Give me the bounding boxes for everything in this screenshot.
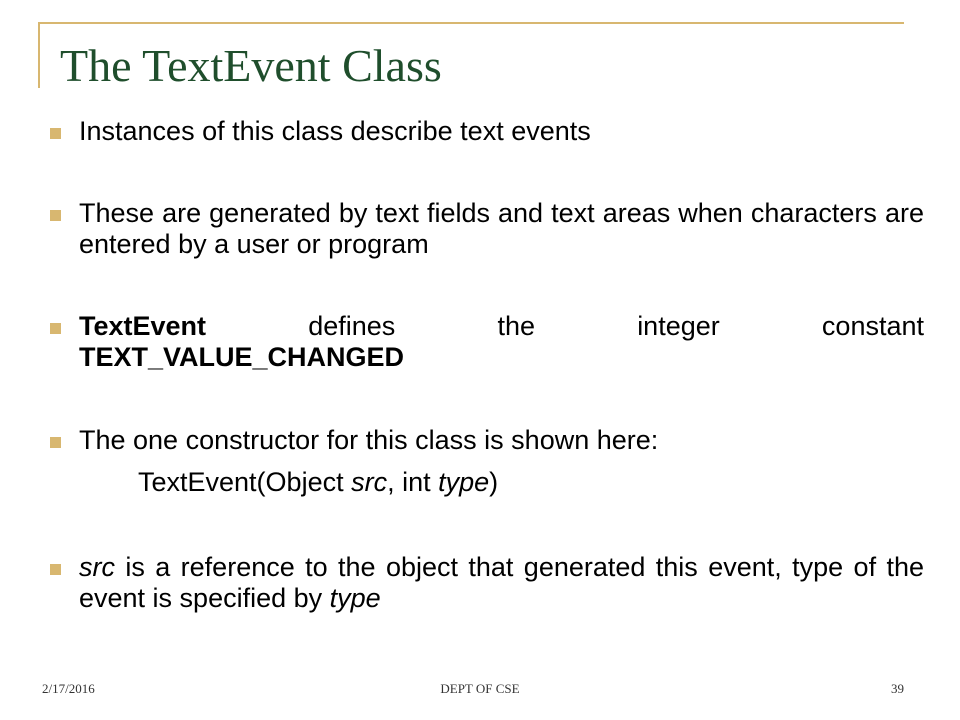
top-rule — [38, 22, 904, 24]
class-name: TextEvent — [79, 311, 207, 341]
word: constant — [821, 311, 924, 341]
bullet-square-icon — [50, 437, 61, 448]
bullet-item — [50, 116, 924, 147]
bullet-item — [50, 425, 924, 498]
bullet-square-icon — [50, 323, 61, 334]
param-src: src — [351, 467, 388, 497]
bullet-text — [79, 425, 924, 498]
bullet-text: These are generated by text fields and text areas when characters are entered by a user or program — [79, 198, 924, 259]
constructor-signature — [138, 467, 924, 498]
code-part: ) — [489, 467, 499, 497]
bullet-line: The one constructor for this class is shown here: — [79, 425, 659, 455]
word: the — [497, 311, 536, 341]
param-type: type — [438, 467, 490, 497]
bullet-line — [79, 342, 924, 373]
footer-department: DEPT OF CSE — [440, 681, 520, 696]
bullet-square-icon — [50, 564, 61, 575]
bullet-square-icon — [50, 128, 61, 139]
bullet-text: Instances of this class describe text events — [79, 116, 591, 146]
word: defines — [308, 311, 396, 341]
word: integer — [637, 311, 720, 341]
term-src: src — [79, 552, 115, 582]
footer-date: 2/17/2016 — [42, 681, 95, 696]
page-number: 39 — [891, 681, 904, 696]
bullet-line — [79, 311, 924, 342]
bullet-text — [79, 552, 924, 614]
slide-title: The TextEvent Class — [60, 40, 442, 91]
left-rule — [38, 22, 40, 88]
bullet-square-icon — [50, 210, 61, 221]
bullet-text — [79, 311, 924, 373]
bullet-item — [50, 198, 924, 260]
bullet-item — [50, 311, 924, 373]
code-part: , int — [387, 467, 439, 497]
code-part: TextEvent(Object — [138, 467, 352, 497]
term-type: type — [329, 583, 381, 613]
bullet-body: is a reference to the object that generated this event, type of the event is specified by — [79, 552, 924, 613]
constant-name: TEXT_VALUE_CHANGED — [79, 342, 405, 372]
bullet-item — [50, 552, 924, 614]
